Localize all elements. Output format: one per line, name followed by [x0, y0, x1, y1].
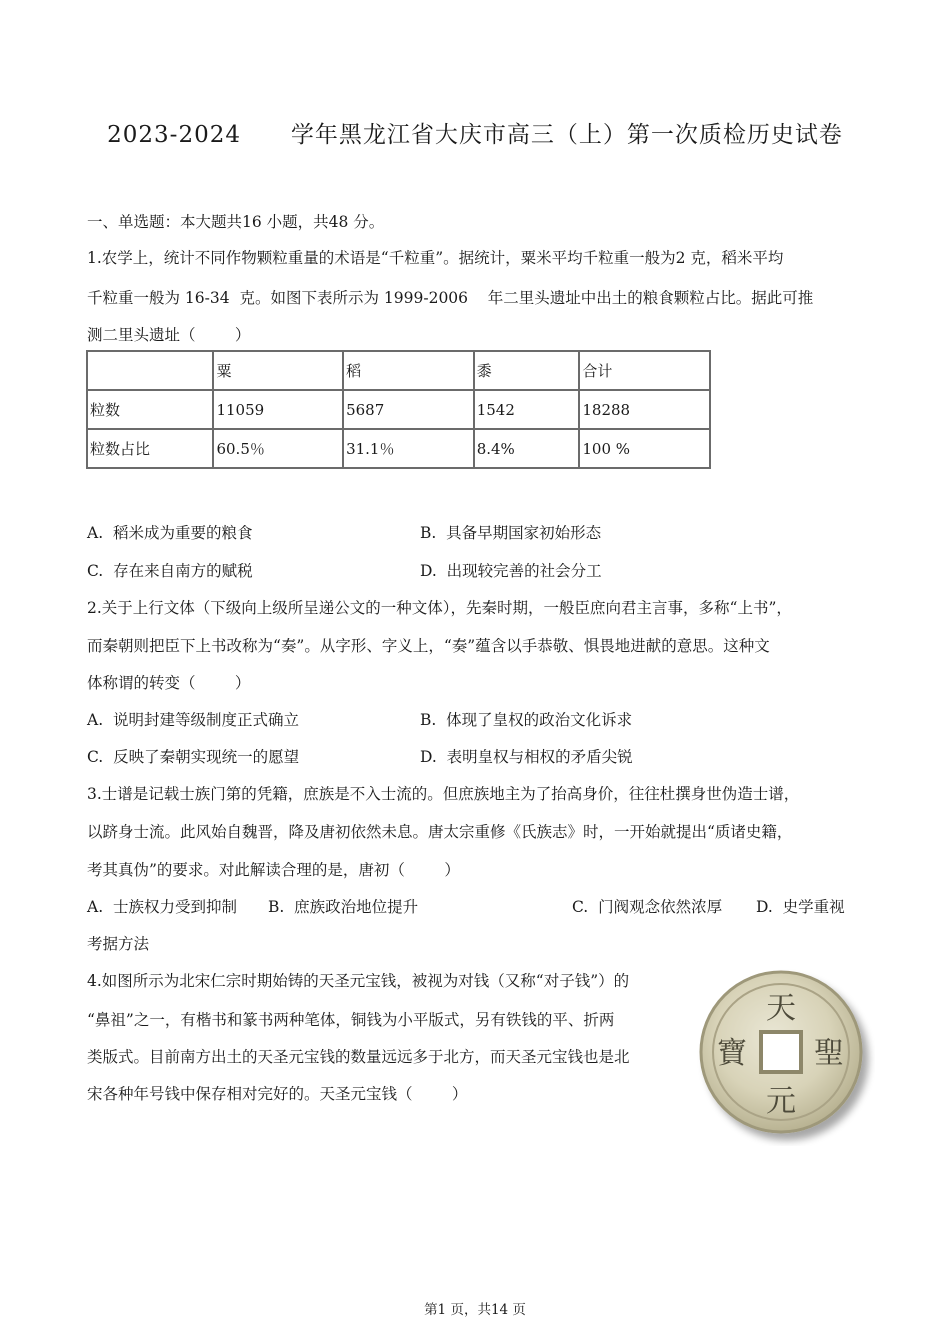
q2-option-b: B. 体现了皇权的政治文化诉求 — [420, 711, 633, 729]
table-cell: 31.1％ — [343, 429, 474, 468]
q1-text-line-1: 1.农学上，统计不同作物颗粒重量的术语是“千粒重”。据统计，粟米平均千粒重一般为2 克，稻米平均 — [87, 249, 784, 267]
table-cell — [87, 351, 213, 390]
q3-option-c: C. 门阀观念依然浓厚 — [572, 898, 723, 916]
table-cell: 合计 — [579, 351, 710, 390]
table-cell: 18288 — [579, 390, 710, 429]
table-cell: 1542 — [474, 390, 580, 429]
coin-char-bottom: 元 — [766, 1084, 796, 1119]
q1-text-line-3: 测二里头遗址（ ） — [87, 326, 251, 344]
q2-option-a: A. 说明封建等级制度正式确立 — [87, 711, 299, 729]
table-cell: 稻 — [343, 351, 474, 390]
q3-text-line-2: 以跻身士流。此风始自魏晋，降及唐初依然未息。唐太宗重修《氏族志》时，一开始就提出“质诸史籍， — [87, 823, 793, 841]
q3-option-d: D. 史学重视 — [756, 898, 845, 916]
q4-text-line-2: “鼻祖”之一，有楷书和篆书两种笔体，铜钱为小平版式，另有铁钱的平、折两 — [87, 1011, 615, 1029]
q2-option-c: C. 反映了秦朝实现统一的愿望 — [87, 748, 300, 766]
table-cell: 粒数占比 — [87, 429, 213, 468]
section-heading: 一、单选题：本大题共16 小题，共48 分。 — [87, 213, 385, 231]
table-row — [87, 429, 710, 468]
q2-option-d: D. 表明皇权与相权的矛盾尖锐 — [420, 748, 633, 766]
q4-text-line-3: 类版式。目前南方出土的天圣元宝钱的数量远远多于北方，而天圣元宝钱也是北 — [87, 1048, 630, 1066]
q1-text-line-2: 千粒重一般为 16-34 克。如图下表所示为 1999-2006 年二里头遗址中出土的粮食颗粒占比。据此可推 — [87, 289, 814, 307]
q3-text-line-1: 3.士谱是记载士族门第的凭籍，庶族是不入士流的。但庶族地主为了抬高身价，往往杜撰身世伪造士谱， — [87, 785, 800, 803]
q3-option-d-continued: 考据方法 — [87, 935, 150, 953]
table-cell: 100 % — [579, 429, 710, 468]
document-title: 2023-2024 学年黑龙江省大庆市高三（上）第一次质检历史试卷 — [107, 122, 843, 148]
q2-text-line-1: 2.关于上行文体（下级向上级所呈递公文的一种文体），先秦时期，一般臣庶向君主言事，多称“上书”， — [87, 599, 792, 617]
q3-text-line-3: 考其真伪”的要求。对此解读合理的是，唐初（ ） — [87, 861, 460, 879]
coin-char-left: 寶 — [717, 1036, 747, 1071]
table-cell: 11059 — [213, 390, 343, 429]
table-cell: 5687 — [343, 390, 474, 429]
table-header-row — [87, 351, 710, 390]
q1-option-d: D. 出现较完善的社会分工 — [420, 562, 602, 580]
q1-option-a: A. 稻米成为重要的粮食 — [87, 524, 253, 542]
coin-char-right: 聖 — [814, 1036, 844, 1071]
q2-text-line-3: 体称谓的转变（ ） — [87, 674, 251, 692]
q4-text-line-1: 4.如图所示为北宋仁宗时期始铸的天圣元宝钱，被视为对钱（又称“对子钱”）的 — [87, 972, 630, 990]
grain-table — [86, 350, 711, 469]
q3-option-b: B. 庶族政治地位提升 — [268, 898, 419, 916]
table-row — [87, 390, 710, 429]
table-cell: 粒数 — [87, 390, 213, 429]
q4-text-line-4: 宋各种年号钱中保存相对完好的。天圣元宝钱（ ） — [87, 1085, 468, 1103]
table-cell: 粟 — [213, 351, 343, 390]
page-footer: 第1 页，共14 页 — [424, 1302, 526, 1318]
table-cell: 60.5％ — [213, 429, 343, 468]
q2-text-line-2: 而秦朝则把臣下上书改称为“奏”。从字形、字义上，“奏”蕴含以手恭敬、惧畏地进献的意思。这种文 — [87, 637, 770, 655]
q1-option-b: B. 具备早期国家初始形态 — [420, 524, 602, 542]
q3-option-a: A. 士族权力受到抑制 — [87, 898, 237, 916]
q1-option-c: C. 存在来自南方的赋税 — [87, 562, 253, 580]
coin-char-top: 天 — [766, 991, 796, 1026]
tiansheng-coin-image — [695, 966, 875, 1146]
table-cell: 黍 — [474, 351, 580, 390]
table-cell: 8.4% — [474, 429, 580, 468]
